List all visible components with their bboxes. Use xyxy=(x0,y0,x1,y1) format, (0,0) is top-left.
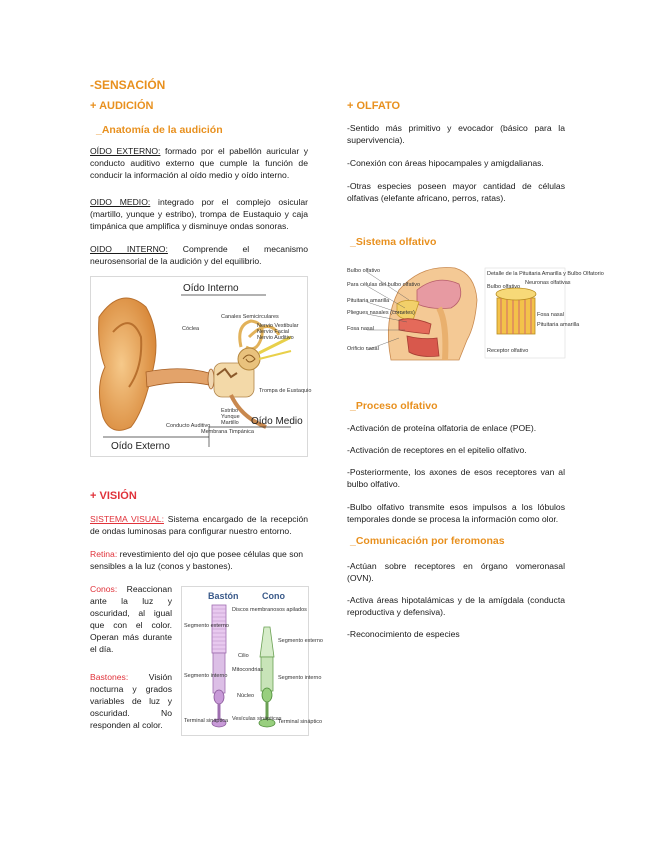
feromonas-item-1: -Actúan sobre receptores en órgano vomeronasal (OVN). xyxy=(347,561,565,583)
proceso-item-1: -Activación de proteína olfatoria de enlace (POE). xyxy=(347,423,537,433)
olf-callout-pituitaria: Pituitaria amarilla xyxy=(347,298,390,304)
audicion-heading: + AUDICIÓN xyxy=(90,100,154,112)
ear-callout-canales: Canales Semicirculares xyxy=(221,314,279,320)
cell-label-segmento-interno-r: Segmento interno xyxy=(278,675,322,681)
vision-heading: + VISIÓN xyxy=(90,490,137,502)
oido-externo-term: OÍDO EXTERNO: xyxy=(90,146,161,156)
oido-medio-term: OIDO MEDIO: xyxy=(90,197,151,207)
olf-inset-receptor: Receptor olfativo xyxy=(487,348,529,354)
olf-callout-fosa: Fosa nasal xyxy=(347,326,374,332)
ear-label-medio: Oído Medio xyxy=(251,416,303,427)
ear-callout-estribo: Estribo xyxy=(221,408,239,414)
bastones-term: Bastones: xyxy=(90,672,129,682)
oido-medio-text: integrado por el complejo osicular (martillo, yunque y estribo), trompa de Eustaquio y caja timpánica que amplifica y disminuye ondas sonoras. xyxy=(90,197,308,231)
olfato-item-1: -Sentido más primitivo y evocador (básico para la supervivencia). xyxy=(347,123,565,145)
feromonas-heading: _Comunicación por feromonas xyxy=(350,535,505,547)
olf-callout-para-celulas: Para células del bulbo olfativo xyxy=(347,282,421,288)
ear-callout-nervio-facial: Nervio Facial xyxy=(257,329,290,335)
olf-inset-fosa: Fosa nasal xyxy=(537,312,564,318)
cell-label-discos: Discos membranosos apilados xyxy=(232,607,307,613)
ear-callout-membrana: Membrana Timpánica xyxy=(201,429,254,435)
ear-callout-martillo: Martillo xyxy=(221,420,239,426)
olf-inset-pituitaria: Pituitaria amarilla xyxy=(537,322,580,328)
olf-inset-title: Detalle de la Pituitaria Amarilla y Bulbo Olfatorio xyxy=(487,271,604,277)
oido-medio-paragraph xyxy=(90,196,308,232)
ear-callout-nervio-vestibular: Nervio Vestibular xyxy=(257,323,299,329)
olf-callout-pliegues: Pliegues nasales (cornetes) xyxy=(347,310,415,316)
ear-anatomy-figure xyxy=(90,276,312,457)
ear-callout-coclea: Cóclea xyxy=(182,326,200,332)
ear-callout-yunque: Yunque xyxy=(221,414,240,420)
bastones-paragraph xyxy=(90,671,172,731)
ear-label-interno: Oído Interno xyxy=(183,283,239,294)
ear-callout-nervio-auditivo: Nervio Auditivo xyxy=(257,335,294,341)
cell-label-vesiculas: Vesículas sinápticas xyxy=(232,716,282,722)
cell-label-segmento-externo-r: Segmento externo xyxy=(278,638,323,644)
conos-paragraph xyxy=(90,583,172,655)
oido-interno-text: Comprende el mecanismo neurosensorial de la audición y del equilibrio. xyxy=(90,244,308,266)
feromonas-item-3: -Reconocimiento de especies xyxy=(347,629,460,639)
olf-callout-bulbo: Bulbo olfativo xyxy=(347,268,381,274)
olfactory-figure xyxy=(347,260,604,368)
sistema-visual-term: SISTEMA VISUAL: xyxy=(90,514,164,524)
olfactory-illustration xyxy=(347,260,604,368)
cell-label-nucleo: Núcleo xyxy=(237,693,255,699)
baston-label: Bastón xyxy=(208,591,239,601)
cell-label-terminal-r: Terminal sináptico xyxy=(278,719,323,725)
feromonas-item-2: -Activa áreas hipotalámicas y de la amígdala (conducta reproductiva y defensiva). xyxy=(347,595,565,617)
cono-label: Cono xyxy=(262,591,285,601)
cell-label-segmento-externo-l: Segmento externo xyxy=(184,623,229,629)
sistema-visual-paragraph xyxy=(90,513,308,537)
proceso-item-4: -Bulbo olfativo transmite esos impulsos a los lóbulos temporales donde se procesa la información como olor. xyxy=(347,502,565,524)
bastones-text: Visión nocturna y grados variables de luz y oscuridad. No responden al color. xyxy=(90,672,172,730)
retina-text: revestimiento del ojo que posee células que son sensibles a la luz (conos y bastones). xyxy=(90,549,304,571)
cell-label-cilio: Cilio xyxy=(238,653,249,659)
olf-inset-bulbo: Bulbo olfativo xyxy=(487,284,521,290)
olf-inset-neuronas: Neuronas olfativas xyxy=(525,280,571,286)
cell-label-mitocondrias: Mitocondrias xyxy=(232,667,264,673)
ear-label-externo: Oído Externo xyxy=(111,441,170,452)
rod-cone-figure xyxy=(181,586,323,736)
proceso-olfativo-heading: _Proceso olfativo xyxy=(350,400,438,412)
conos-text: Reaccionan ante la luz y oscuridad, al igual que con el color. Operan más durante el día. xyxy=(90,584,172,654)
retina-term: Retina: xyxy=(90,549,118,559)
cell-label-terminal-l: Terminal sináptica xyxy=(184,718,229,724)
oido-externo-text: formado por el pabellón auricular y conducto auditivo externo que cumple la función de conducir la información al oído medio y oído interno. xyxy=(90,146,309,180)
ear-illustration xyxy=(91,277,312,456)
oido-externo-paragraph xyxy=(90,145,308,181)
rod-cone-illustration xyxy=(182,587,323,735)
conos-term: Conos: xyxy=(90,584,118,594)
ear-callout-trompa: Trompa de Eustaquio xyxy=(259,388,312,394)
sistema-olfativo-heading: _Sistema olfativo xyxy=(350,236,437,248)
proceso-item-2: -Activación de receptores en el epitelio olfativo. xyxy=(347,445,527,455)
anatomia-subheading: _Anatomía de la audición xyxy=(96,124,223,136)
sistema-visual-text: Sistema encargado de la recepción de ondas luminosas para configurar nuestro entorno. xyxy=(90,514,309,536)
olfato-item-3: -Otras especies poseen mayor cantidad de células olfativas (elefante africano, perros, ratas). xyxy=(347,181,565,203)
proceso-item-3: -Posteriormente, los axones de esos receptores van al bulbo olfativo. xyxy=(347,467,565,489)
olfato-item-2: -Conexión con áreas hipocampales y amigdalianas. xyxy=(347,158,544,168)
ear-callout-conducto: Conducto Auditivo xyxy=(166,423,211,429)
olfato-heading: + OLFATO xyxy=(347,100,401,112)
page-title: -SENSACIÓN xyxy=(90,78,166,92)
cell-label-segmento-interno-l: Segmento interno xyxy=(184,673,228,679)
retina-paragraph xyxy=(90,548,308,572)
oido-interno-paragraph xyxy=(90,243,308,267)
oido-interno-term: OIDO INTERNO: xyxy=(90,244,168,254)
olf-callout-orificio: Orificio nasal xyxy=(347,346,379,352)
